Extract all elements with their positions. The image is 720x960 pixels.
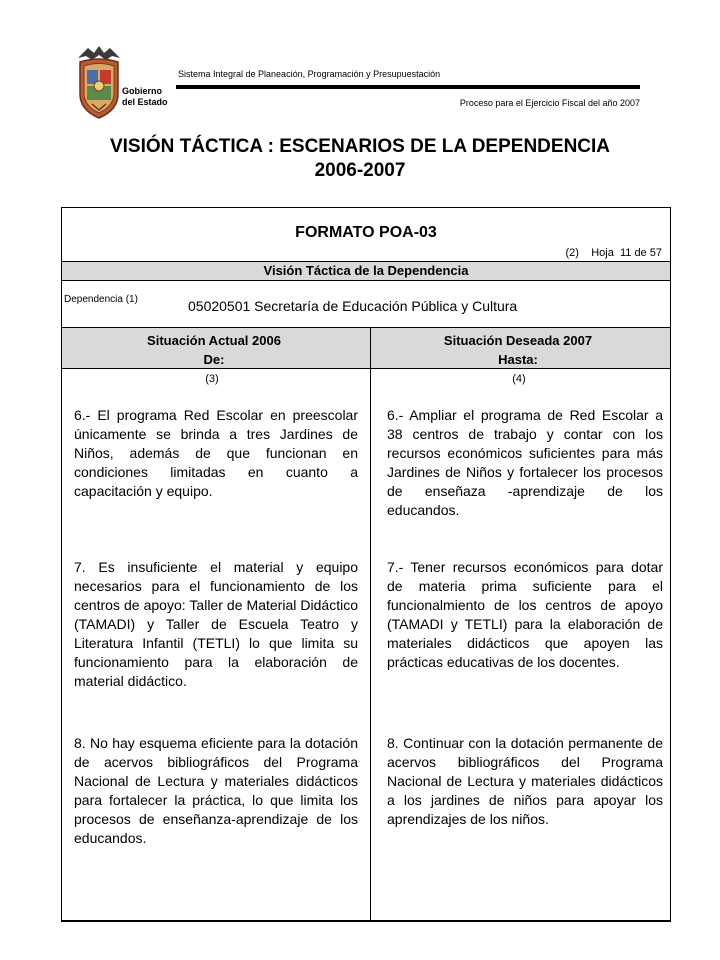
- current-situation-item: 6.- El programa Red Escolar en preescolar únicamente se brinda a tres Jardines de Niños, además de que funcionan en condiciones limitadas en cuanto a capacitación y equipo.: [74, 407, 358, 499]
- dependency-label-text: Dependencia: [64, 294, 123, 305]
- page-reference: [470, 247, 662, 259]
- coat-of-arms-icon: [74, 44, 124, 120]
- page-number: 11: [619, 247, 632, 259]
- page-ref-marker: (2): [565, 247, 579, 259]
- column-current-ref: (3): [205, 373, 219, 385]
- page-title: [40, 135, 680, 183]
- column-headers: [62, 327, 670, 369]
- process-label: Proceso para el Ejercicio Fiscal del año 2007: [459, 98, 640, 108]
- dependency-value: 05020501 Secretaría de Educación Pública y Cultura: [188, 298, 518, 314]
- system-name: Sistema Integral de Planeación, Programación y Presupuestación: [178, 69, 441, 79]
- current-situation-item: 8. No hay esquema eficiente para la dotación de acervos bibliográficos del Programa Nacional de Lectura y materiales didácticos para fortalecer la práctica, lo que limita los procesos de enseñanza-aprendizaje de los educandos.: [74, 735, 358, 846]
- desired-situation-item: 7.- Tener recursos económicos para dotar de materia prima suficiente para el funcionalmiento de los centros de apoyo (TAMADI y TETLI) para la elaboración de materiales didácticos que apoyen las prácticas educativas de los docentes.: [387, 559, 663, 670]
- column-desired-ref: (4): [512, 373, 526, 385]
- page-of: de: [634, 247, 647, 259]
- column-header-desired-sub: Hasta:: [498, 352, 538, 367]
- column-divider: [370, 327, 371, 922]
- current-situation-item: 7. Es insuficiente el material y equipo necesarios para el funcionamiento de los centros de apoyo: Taller de Material Didáctico (TAMADI) y Taller de Escuela Teatro y Literatura Infantil (TETLI) lo que limita su funcionamiento para la elaboración de material didáctico.: [74, 559, 358, 689]
- column-header-current-sub: De:: [203, 352, 225, 367]
- column-header-current: [62, 331, 366, 369]
- desired-situation-item: 6.- Ampliar el programa de Red Escolar a 38 centros de trabajo y contar con los recursos económicos suficientes para más Jardines de Niños y fortalecer los procesos de enseñaza -aprendizaje de los educandos.: [387, 407, 663, 518]
- page-total: 57: [649, 247, 662, 259]
- page-label: Hoja: [591, 247, 614, 259]
- page-title-line-1: VISIÓN TÁCTICA : ESCENARIOS DE LA DEPENDENCIA: [109, 136, 611, 157]
- form-name: FORMATO POA-03: [295, 224, 437, 241]
- dependency-label-ref: (1): [125, 294, 138, 305]
- government-line-1: Gobierno: [122, 86, 162, 96]
- column-header-desired: [366, 331, 670, 369]
- column-header-current-title: Situación Actual 2006: [147, 333, 281, 348]
- dependency-label: [64, 294, 138, 305]
- column-header-desired-title: Situación Deseada 2007: [443, 333, 593, 348]
- header-rule: [176, 85, 640, 89]
- desired-situation-item: 8. Continuar con la dotación permanente de acervos bibliográficos del Programa Nacional de Lectura y materiales didácticos a los jardines de niños para apoyar los aprendizajes de los niños.: [387, 735, 663, 827]
- government-line-2: del Estado: [122, 97, 168, 107]
- government-label: [122, 86, 168, 108]
- page-title-line-2: 2006-2007: [314, 160, 406, 181]
- section-header: Visión Táctica de la Dependencia: [62, 261, 670, 281]
